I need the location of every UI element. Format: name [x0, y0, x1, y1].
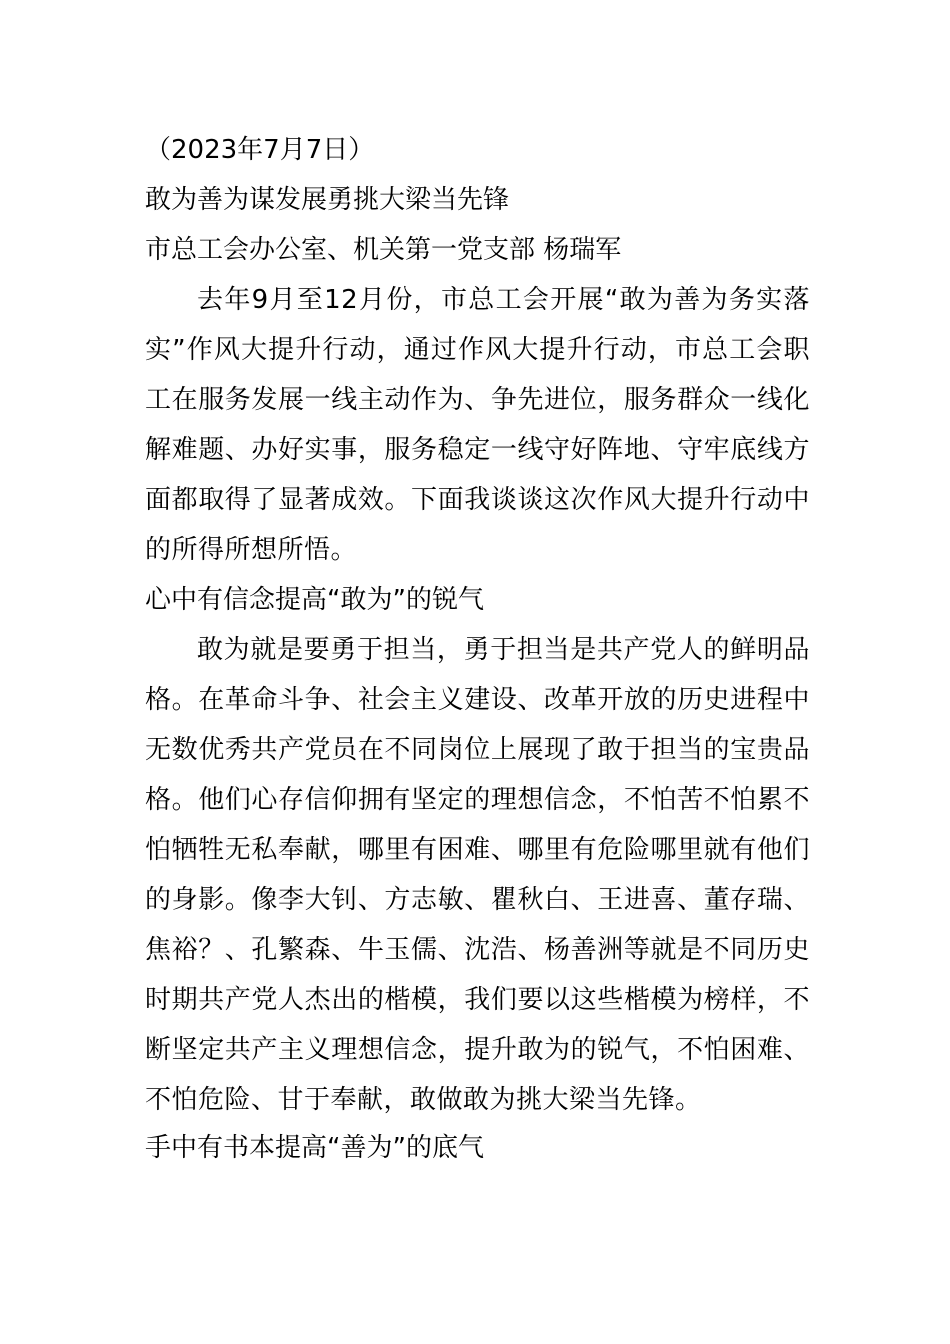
document-author: 市总工会办公室、机关第一党支部 杨瑞军 [145, 235, 622, 265]
document-title: 敢为善为谋发展勇挑大梁当先锋 [145, 185, 510, 215]
section-heading-2: 手中有书本提高“善为”的底气 [145, 1133, 484, 1163]
section-heading-1: 心中有信念提高“敢为”的锐气 [145, 585, 484, 615]
paragraph-intro: 去年9月至12月份，市总工会开展“敢为善为务实落实”作风大提升行动，通过作风大提升行动，市总工会职工在服务发展一线主动作为、争先进位，服务群众一线化解难题、办好实事，服务稳定一线守好阵地、守牢底线方面都取得了显著成效。下面我谈谈这次作风大提升行动中的所得所想所悟。 [145, 285, 810, 565]
paragraph-dare: 敢为就是要勇于担当，勇于担当是共产党人的鲜明品格。在革命斗争、社会主义建设、改革开放的历史进程中无数优秀共产党员在不同岗位上展现了敢于担当的宝贵品格。他们心存信仰拥有坚定的理想信念，不怕苦不怕累不怕牺牲无私奉献，哪里有困难、哪里有危险哪里就有他们的身影。像李大钊、方志敏、瞿秋白、王进喜、董存瑞、焦裕？、孔繁森、牛玉儒、沈浩、杨善洲等就是不同历史时期共产党人杰出的楷模，我们要以这些楷模为榜样，不断坚定共产主义理想信念，提升敢为的锐气，不怕困难、不怕危险、甘于奉献，敢做敢为挑大梁当先锋。 [145, 635, 810, 1115]
document-date: （2023年7月7日） [145, 135, 375, 165]
